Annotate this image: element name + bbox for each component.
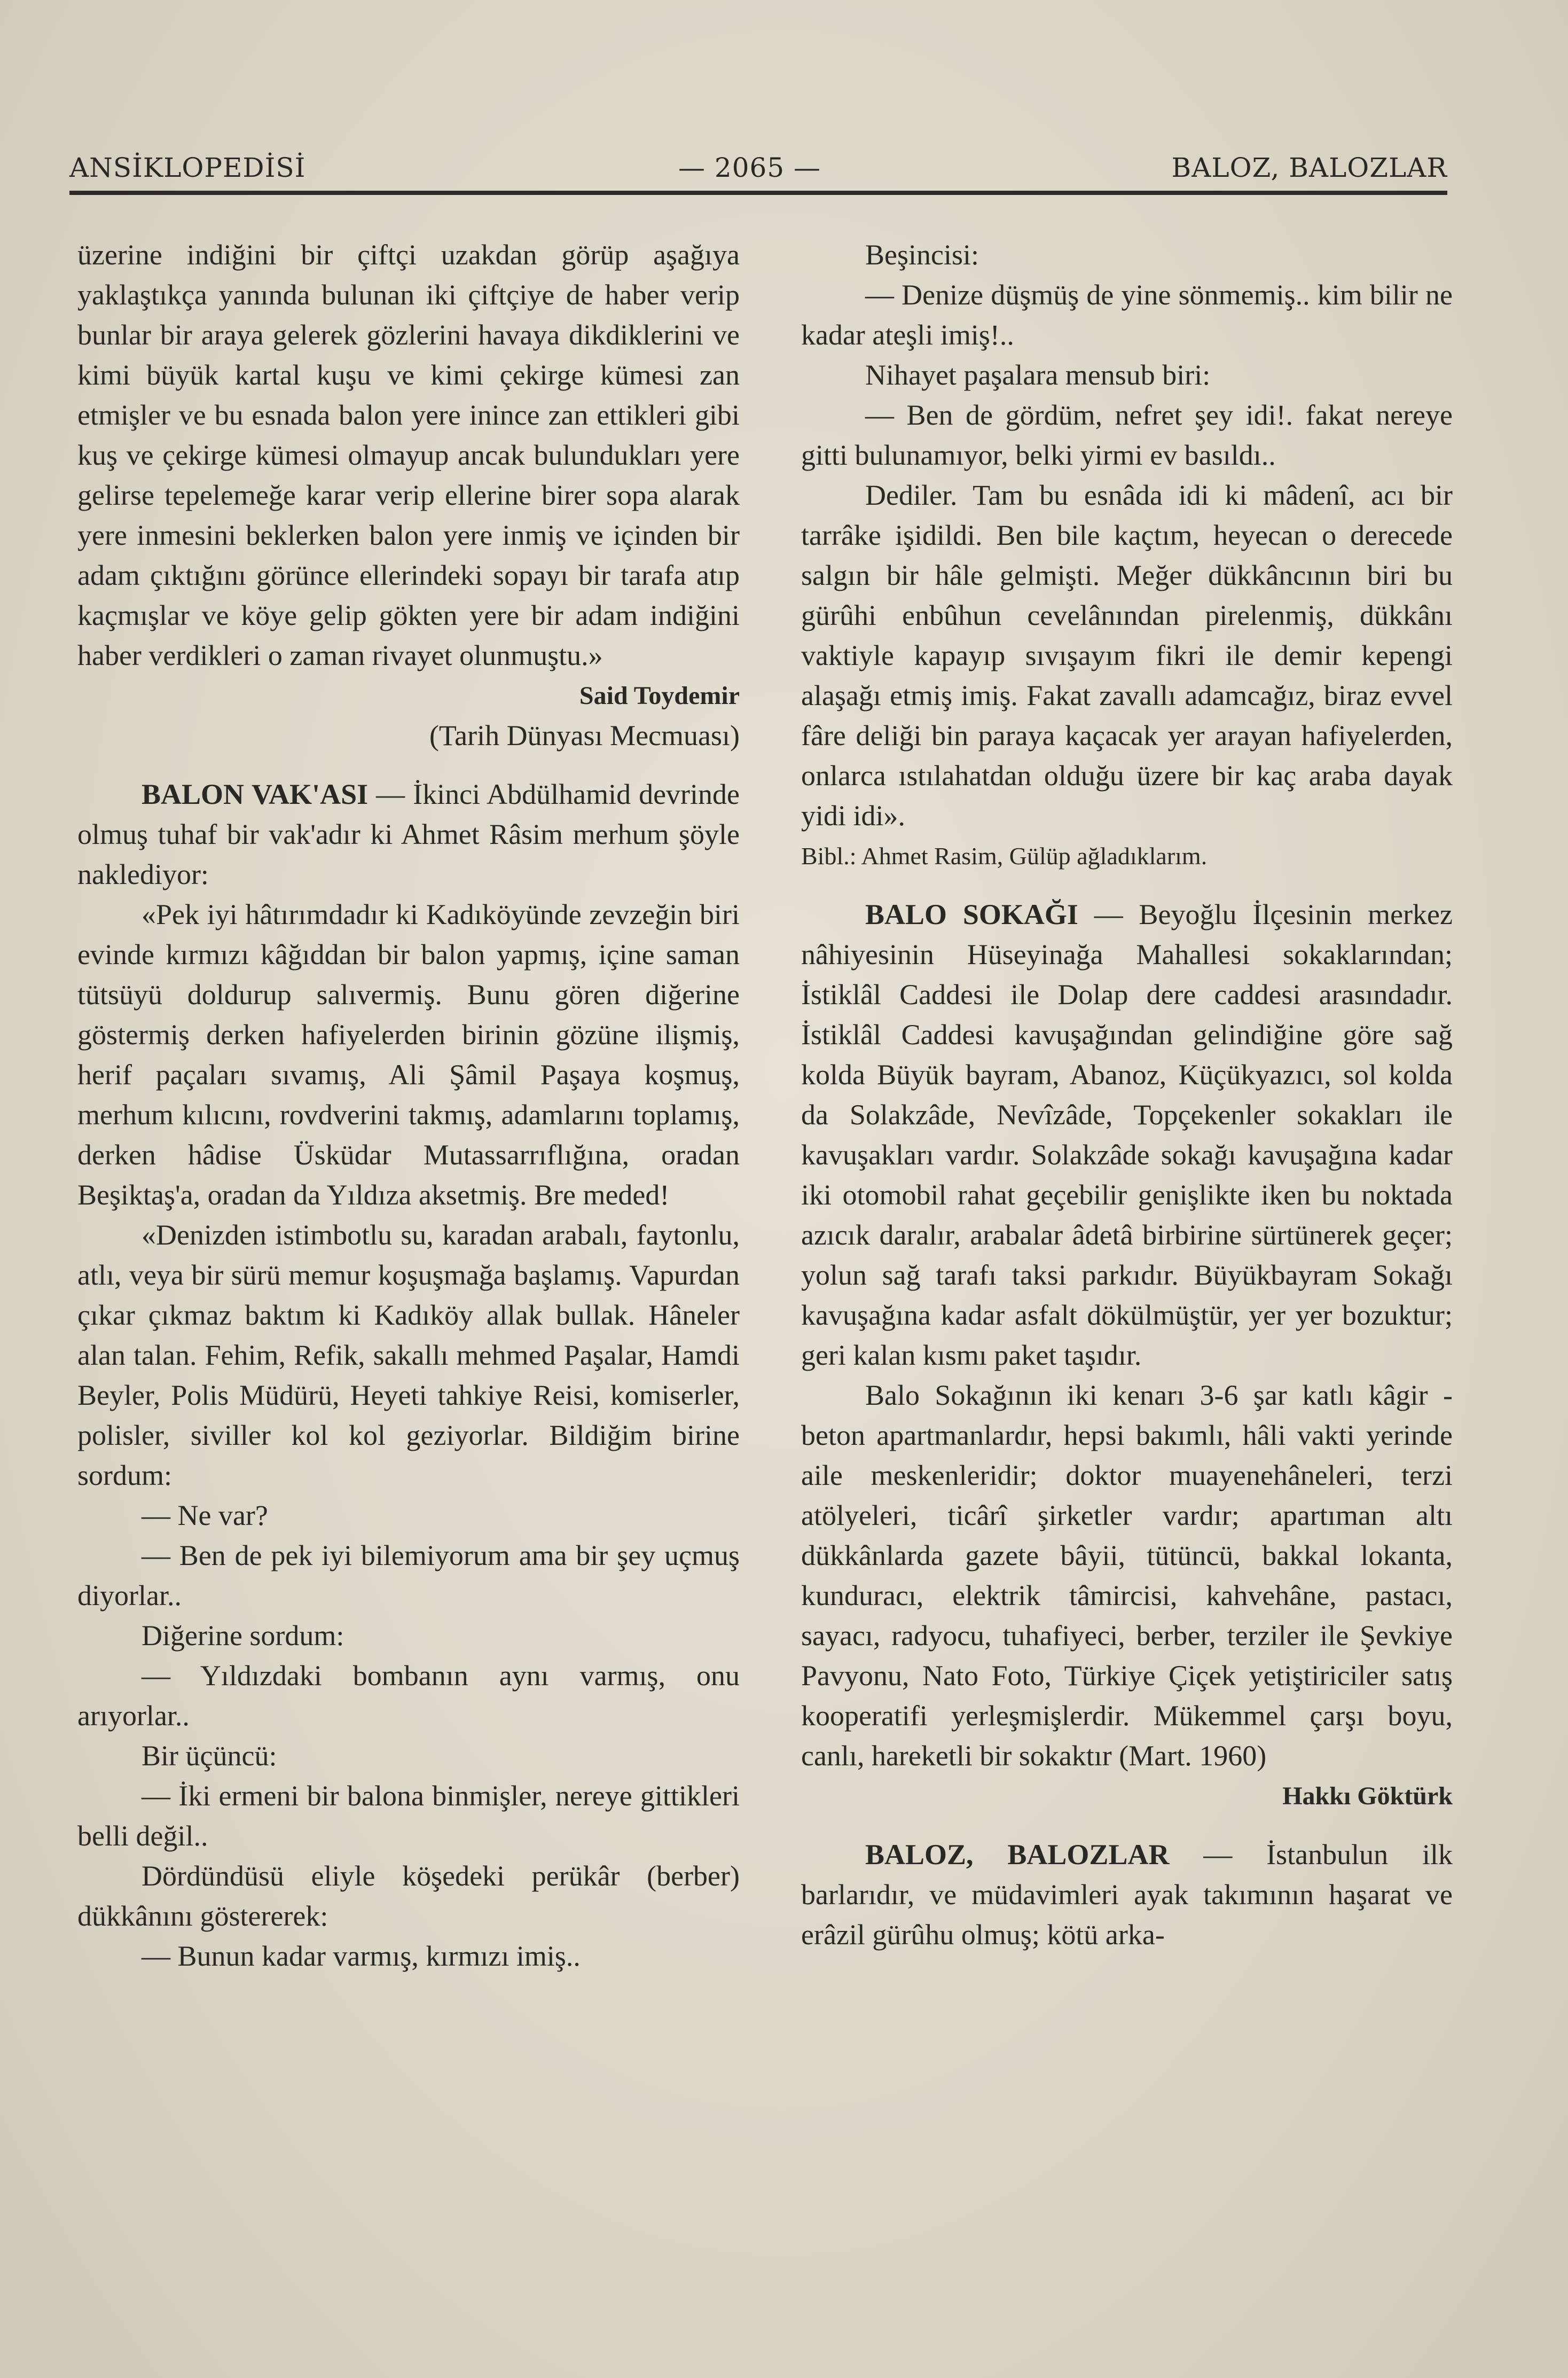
entry-balo-sokagi bbox=[801, 895, 1453, 1375]
paragraph: Diğerine sordum: bbox=[142, 1620, 344, 1652]
dialogue-line: — İki ermeni bir balona binmişler, nereye gittikleri belli değil.. bbox=[77, 1780, 740, 1852]
dialogue-line: — Ben de pek iyi bilemiyorum ama bir şey uçmuş diyorlar.. bbox=[77, 1539, 740, 1612]
dialogue-line: — Yıldızdaki bombanın aynı varmış, onu arıyorlar.. bbox=[77, 1660, 740, 1732]
paragraph: «Denizden istimbotlu su, karadan arabalı, faytonlu, atlı, veya bir sürü memur koşuşmağa başlamış. Vapurdan çıkar çıkmaz baktım ki Kadıköy allak bullak. Hâneler alan talan. Fehim, Refik, sakallı mehmed Paşalar, Hamdi Beyler, Polis Müdürü, Heyeti tahkiye Reisi, komiserler, polisler, siviller kol kol geziyorlar. Bildiğim birine sordum: bbox=[77, 1219, 740, 1491]
paragraph: Nihayet paşalara mensub biri: bbox=[865, 359, 1211, 391]
paragraph: Dediler. Tam bu esnâda idi ki mâdenî, acı bir tarrâke işidildi. Ben bile kaçtım, heyecan o derecede salgın bir hâle gelmişti. Meğer dükkâncının biri bu gürûhi enbûhun cevelânından pirelenmiş, dükkânı vaktiyle kapayıp sıvışayım fikri ile demir kepengi alaşağı etmiş imiş. Fakat zavallı adamcağız, biraz evvel fâre deliği bin paraya kaçacak yer arayan hafiyelerden, onlarca ıstılahatdan olduğu üzere bir kaç araba dayak yidi idi». bbox=[801, 479, 1453, 832]
source-citation: (Tarih Dünyası Mecmuası) bbox=[429, 719, 740, 752]
paragraph: Dördündüsü eliyle köşedeki perükâr (berber) dükkânını göstererek: bbox=[77, 1860, 740, 1932]
dialogue-line: — Bunun kadar varmış, kırmızı imiş.. bbox=[142, 1940, 581, 1972]
entry-balon-vakasi bbox=[77, 775, 740, 895]
entry-baloz-balozlar bbox=[801, 1835, 1453, 1955]
paragraph: Balo Sokağının iki kenarı 3-6 şar katlı kâgir - beton apartmanlardır, hepsi bakımlı, hâli vakti yerinde aile meskenleridir; doktor muayenehâneleri, terzi atölyeleri, ticârî şirketler vardır; apartıman altı dükkânlarda gazete bâyii, tütüncü, bakkal lokanta, kunduracı, elektrik tâmircisi, kahvehâne, pastacı, sayacı, radyocu, tuhafiyeci, berber, terziler ile Şevkiye Pavyonu, Nato Foto, Türkiye Çiçek yetiştiriciler satış kooperatifi yerleşmişlerdir. Mükemmel çarşı boyu, canlı, hareketli bir sokaktır (Mart. 1960) bbox=[801, 1379, 1453, 1772]
left-column bbox=[77, 235, 740, 1976]
entry-title: BALO SOKAĞI bbox=[865, 898, 1078, 930]
dialogue-line: — Denize düşmüş de yine sönmemiş.. kim bilir ne kadar ateşli imiş!.. bbox=[801, 279, 1453, 351]
header-rule bbox=[69, 191, 1447, 195]
right-column bbox=[801, 235, 1453, 1955]
paragraph: «Pek iyi hâtırımdadır ki Kadıköyünde zevzeğin biri evinde kırmızı kâğıddan bir balon yapmış, içine saman tütsüyü doldurup salıvermiş. Bunu gören diğerine göstermiş derken hafiyelerden birinin gözüne ilişmiş, herif paçaları sıvamış, Ali Şâmil Paşaya koşmuş, merhum kılıcını, rovdverini takmış, adamlarını toplamış, derken hâdise Üsküdar Mutassarrıflığına, oradan Beşiktaş'a, oradan da Yıldıza aksetmiş. Bre meded! bbox=[77, 898, 740, 1211]
paragraph: Bir üçüncü: bbox=[142, 1740, 277, 1772]
entry-title: BALOZ, BALOZLAR bbox=[865, 1839, 1170, 1871]
bibliography: Bibl.: Ahmet Rasim, Gülüp ağladıklarım. bbox=[801, 842, 1208, 870]
page-number: — 2065 — bbox=[678, 152, 821, 183]
author-signature: Said Toydemir bbox=[579, 682, 740, 710]
header-entry-title: BALOZ, BALOZLAR bbox=[1171, 152, 1447, 183]
paragraph: üzerine indiğini bir çiftçi uzakdan görüp aşağıya yaklaştıkça yanında bulunan iki çiftçiye de haber verip bunlar bir araya gelerek gözlerini havaya dikdiklerini ve kimi büyük kartal kuşu ve kimi çekirge kümesi zan etmişler ve bu esnada balon yere inince zan ettikleri gibi kuş ve çekirge kümesi olmayup ancak bulundukları yere gelirse tepelemeğe karar verip ellerine birer sopa alarak yere inmesini beklerken balon yere inmiş ve içinden bir adam çıktığını görünce ellerindeki sopayı bir tarafa atıp kaçmışlar ve köye gelip gökten yere bir adam indiğini haber verdikleri o zaman rivayet olunmuştu.» bbox=[77, 239, 740, 671]
author-signature: Hakkı Göktürk bbox=[1282, 1782, 1453, 1810]
header-encyclopedia-title: ANSİKLOPEDİSİ bbox=[69, 152, 306, 183]
entry-text: — İstanbulun ilk barlarıdır, ve müdavimleri ayak takımının haşarat ve erâzil gürûhu olmuş; kötü arka- bbox=[801, 1839, 1453, 1951]
dialogue-line: — Ben de gördüm, nefret şey idi!. fakat nereye gitti bulunamıyor, belki yirmi ev basıldı.. bbox=[801, 399, 1453, 471]
dialogue-line: — Ne var? bbox=[142, 1499, 268, 1531]
paragraph: Beşincisi: bbox=[865, 239, 979, 271]
page-header bbox=[69, 152, 1447, 195]
entry-title: BALON VAK'ASI bbox=[142, 778, 369, 810]
entry-text: — Beyoğlu İlçesinin merkez nâhiyesinin Hüseyinağa Mahallesi sokaklarından; İstiklâl Caddesi ile Dolap dere caddesi arasındadır. İstiklâl Caddesi kavuşağından gelindiğine göre sağ kolda Büyük bayram, Abanoz, Küçükyazıcı, sol kolda da Solakzâde, Nevîzâde, Topçekenler sokakları ile kavuşakları vardır. Solakzâde sokağı kavuşağına kadar iki otomobil rahat geçebilir genişlikte iken bu noktada azıcık daralır, arabalar âdetâ birbirine sürtünerek geçer; yolun sağ tarafı taksi parkıdır. Büyükbayram Sokağı kavuşağına kadar asfalt dökülmüştür, yer yer bozuktur; geri kalan kısmı paket taşıdır. bbox=[801, 898, 1453, 1371]
entry-text: — İkinci Abdülhamid devrinde olmuş tuhaf bir vak'adır ki Ahmet Râsim merhum şöyle naklediyor: bbox=[77, 778, 740, 890]
